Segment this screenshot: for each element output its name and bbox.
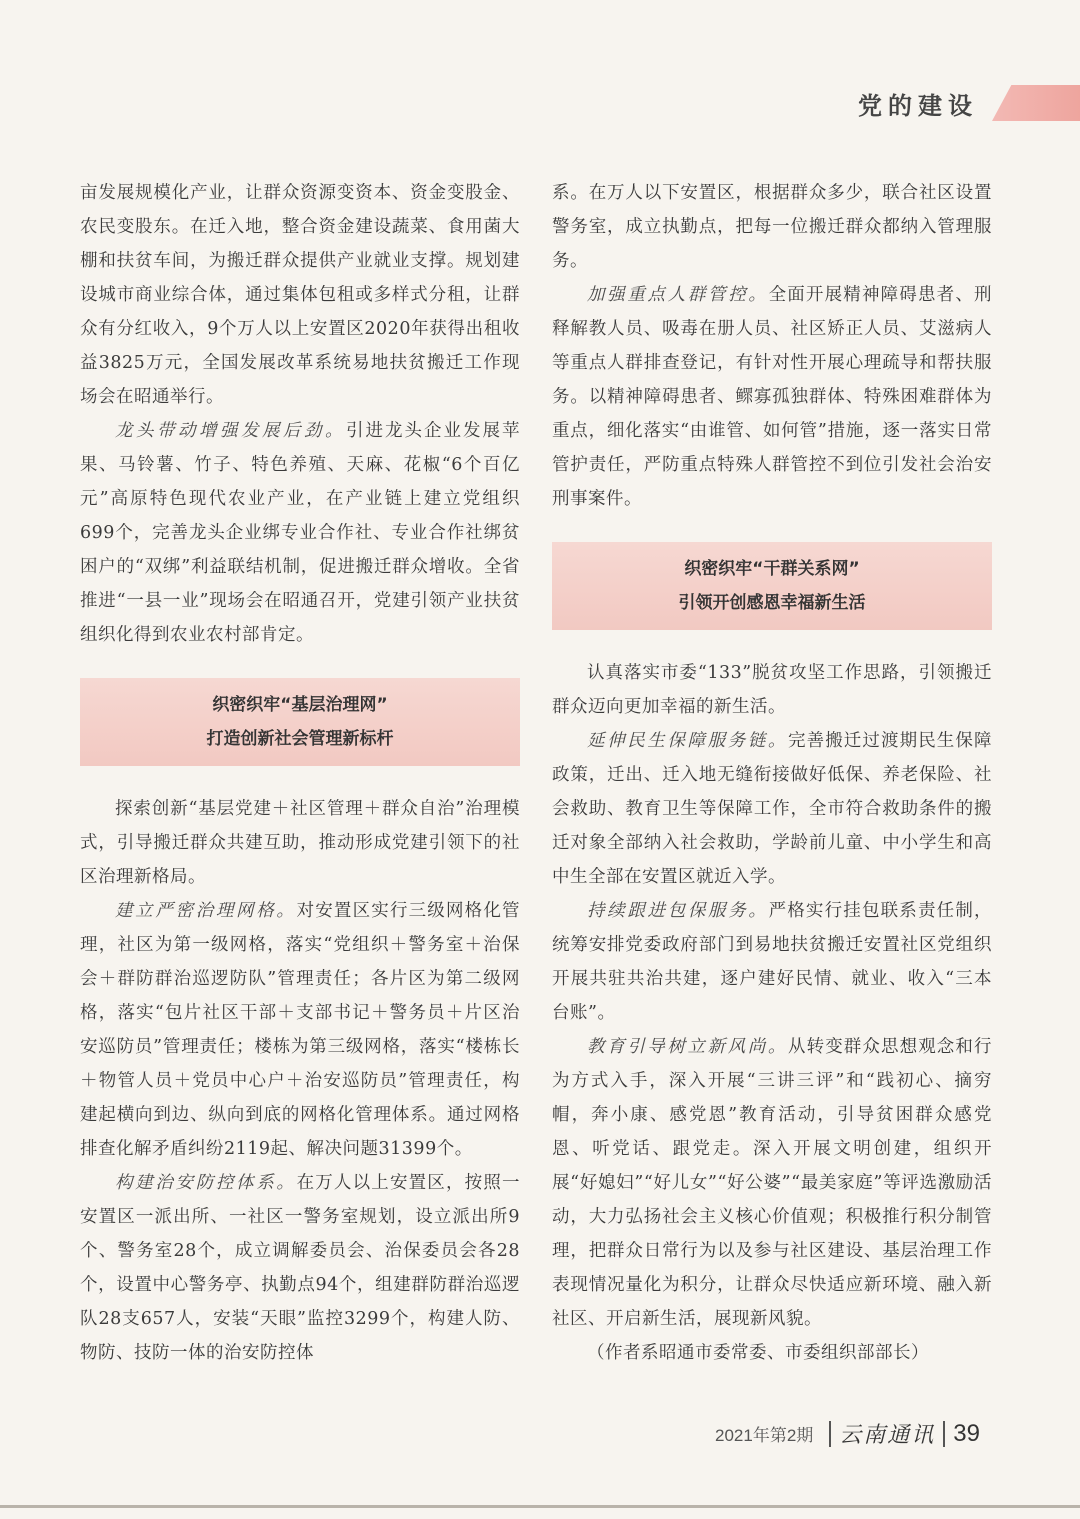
paragraph-body: 引进龙头企业发展苹果、马铃薯、竹子、特色养殖、天麻、花椒“6个百亿元”高原特色现代农业产业，在产业链上建立党组织699个，完善龙头企业绑专业合作社、专业合作社绑贫困户的“双绑”利益联结机制，促进搬迁群众增收。全省推进“一县一业”现场会在昭通召开，党建引领产业扶贫组织化得到农业农村部肯定。 (80, 421, 520, 645)
left-column (80, 176, 520, 1370)
page-footer (715, 1418, 980, 1449)
paragraph: 探索创新“基层党建＋社区管理＋群众自治”治理模式，引导搬迁群众共建互助，推动形成党建引领下的社区治理新格局。 (80, 799, 520, 887)
issue-label: 2021年第2期 (715, 1426, 814, 1445)
paragraph-body: 从转变群众思想观念和行为方式入手，深入开展“三讲三评”和“践初心、摘穷帽，奔小康、感党恩”教育活动，引导贫困群众感党恩、听党话、跟党走。深入开展文明创建，组织开展“好媳妇”“好儿女”“好公婆”“最美家庭”等评选激励活动，大力弘扬社会主义核心价值观；积极推行积分制管理，把群众日常行为以及参与社区建设、基层治理工作表现情况量化为积分，让群众尽快适应新环境、融入新社区、开启新生活，展现新风貌。 (552, 1037, 992, 1329)
subheading-line-2: 引领开创感恩幸福新生活 (678, 593, 866, 613)
paragraph: 系。在万人以下安置区，根据群众多少，联合社区设置警务室，成立执勤点，把每一位搬迁群众都纳入管理服务。 (552, 183, 992, 271)
paragraph (80, 894, 520, 1166)
paragraph-body: 对安置区实行三级网格化管理，社区为第一级网格，落实“党组织＋警务室＋治保会＋群防群治巡逻防队”管理责任；各片区为第二级网格，落实“包片社区干部＋支部书记＋警务员＋片区治安巡防员”管理责任；楼栋为第三级网格，落实“楼栋长＋物管人员＋党员中心户＋治安巡防员”管理责任，构建起横向到边、纵向到底的网格化管理体系。通过网格排查化解矛盾纠纷2119起、解决问题31399个。 (80, 901, 521, 1159)
paragraph-lead: 延伸民生保障服务链。 (587, 731, 788, 751)
paragraph-lead: 构建治安防控体系。 (115, 1173, 297, 1193)
paragraph (552, 1030, 992, 1336)
subheading-line-1: 织密织牢“干群关系网” (684, 559, 860, 579)
paragraph: 认真落实市委“133”脱贫攻坚工作思路，引领搬迁群众迈向更加幸福的新生活。 (552, 663, 992, 717)
paragraph (80, 1166, 520, 1370)
paragraph-lead: 加强重点人群管控。 (587, 285, 769, 305)
footer-divider (829, 1421, 831, 1447)
paragraph (552, 894, 992, 1030)
paragraph (80, 414, 520, 652)
paragraph-body: 完善搬迁过渡期民生保障政策，迁出、迁入地无缝衔接做好低保、养老保险、社会救助、教育卫生等保障工作，全市符合救助条件的搬迁对象全部纳入社会救助，学龄前儿童、中小学生和高中生全部在安置区就近入学。 (552, 731, 992, 887)
subheading-line-1: 织密织牢“基层治理网” (212, 695, 388, 715)
subheading-box (80, 678, 520, 766)
paragraph (552, 724, 992, 894)
footer-divider (943, 1421, 945, 1447)
paragraph-body: 全面开展精神障碍患者、刑释解教人员、吸毒在册人员、社区矫正人员、艾滋病人等重点人群排查登记，有针对性开展心理疏导和帮扶服务。以精神障碍患者、鳏寡孤独群体、特殊困难群体为重点，细化落实“由谁管、如何管”措施，逐一落实日常管护责任，严防重点特殊人群管控不到位引发社会治安刑事案件。 (552, 285, 993, 509)
paragraph-lead: 持续跟进包保服务。 (587, 901, 769, 921)
right-column (552, 176, 992, 1370)
page-number: 39 (953, 1419, 980, 1447)
paragraph-lead: 龙头带动增强发展后劲。 (115, 421, 346, 441)
bottom-rule (0, 1505, 1080, 1508)
paragraph (552, 278, 992, 516)
paragraph-body: 在万人以上安置区，按照一安置区一派出所、一社区一警务室规划，设立派出所9个、警务室28个，成立调解委员会、治保委员会各28个，设置中心警务亭、执勤点94个，组建群防群治巡逻队28支657人，安装“天眼”监控3299个，构建人防、物防、技防一体的治安防控体 (80, 1173, 521, 1363)
section-title: 党的建设 (858, 91, 978, 120)
section-header (858, 78, 1080, 128)
paragraph-body: 严格实行挂包联系责任制，统筹安排党委政府部门到易地扶贫搬迁安置社区党组织开展共驻共治共建，逐户建好民情、就业、收入“三本台账”。 (552, 901, 993, 1023)
paragraph-lead: 建立严密治理网格。 (115, 901, 297, 921)
subheading-box (552, 542, 992, 630)
paragraph-lead: 教育引导树立新风尚。 (587, 1037, 788, 1057)
author-note: （作者系昭通市委常委、市委组织部部长） (587, 1343, 929, 1363)
paragraph: 亩发展规模化产业，让群众资源变资本、资金变股金、农民变股东。在迁入地，整合资金建设蔬菜、食用菌大棚和扶贫车间，为搬迁群众提供产业就业支撑。规划建设城市商业综合体，通过集体包租或多样式分租，让群众有分红收入，9个万人以上安置区2020年获得出租收益3825万元，全国发展改革系统易地扶贫搬迁工作现场会在昭通举行。 (80, 183, 520, 407)
subheading-line-2: 打造创新社会管理新标杆 (206, 729, 394, 749)
magazine-logo: 云南通讯 (839, 1423, 936, 1448)
section-color-bar (992, 85, 1080, 121)
